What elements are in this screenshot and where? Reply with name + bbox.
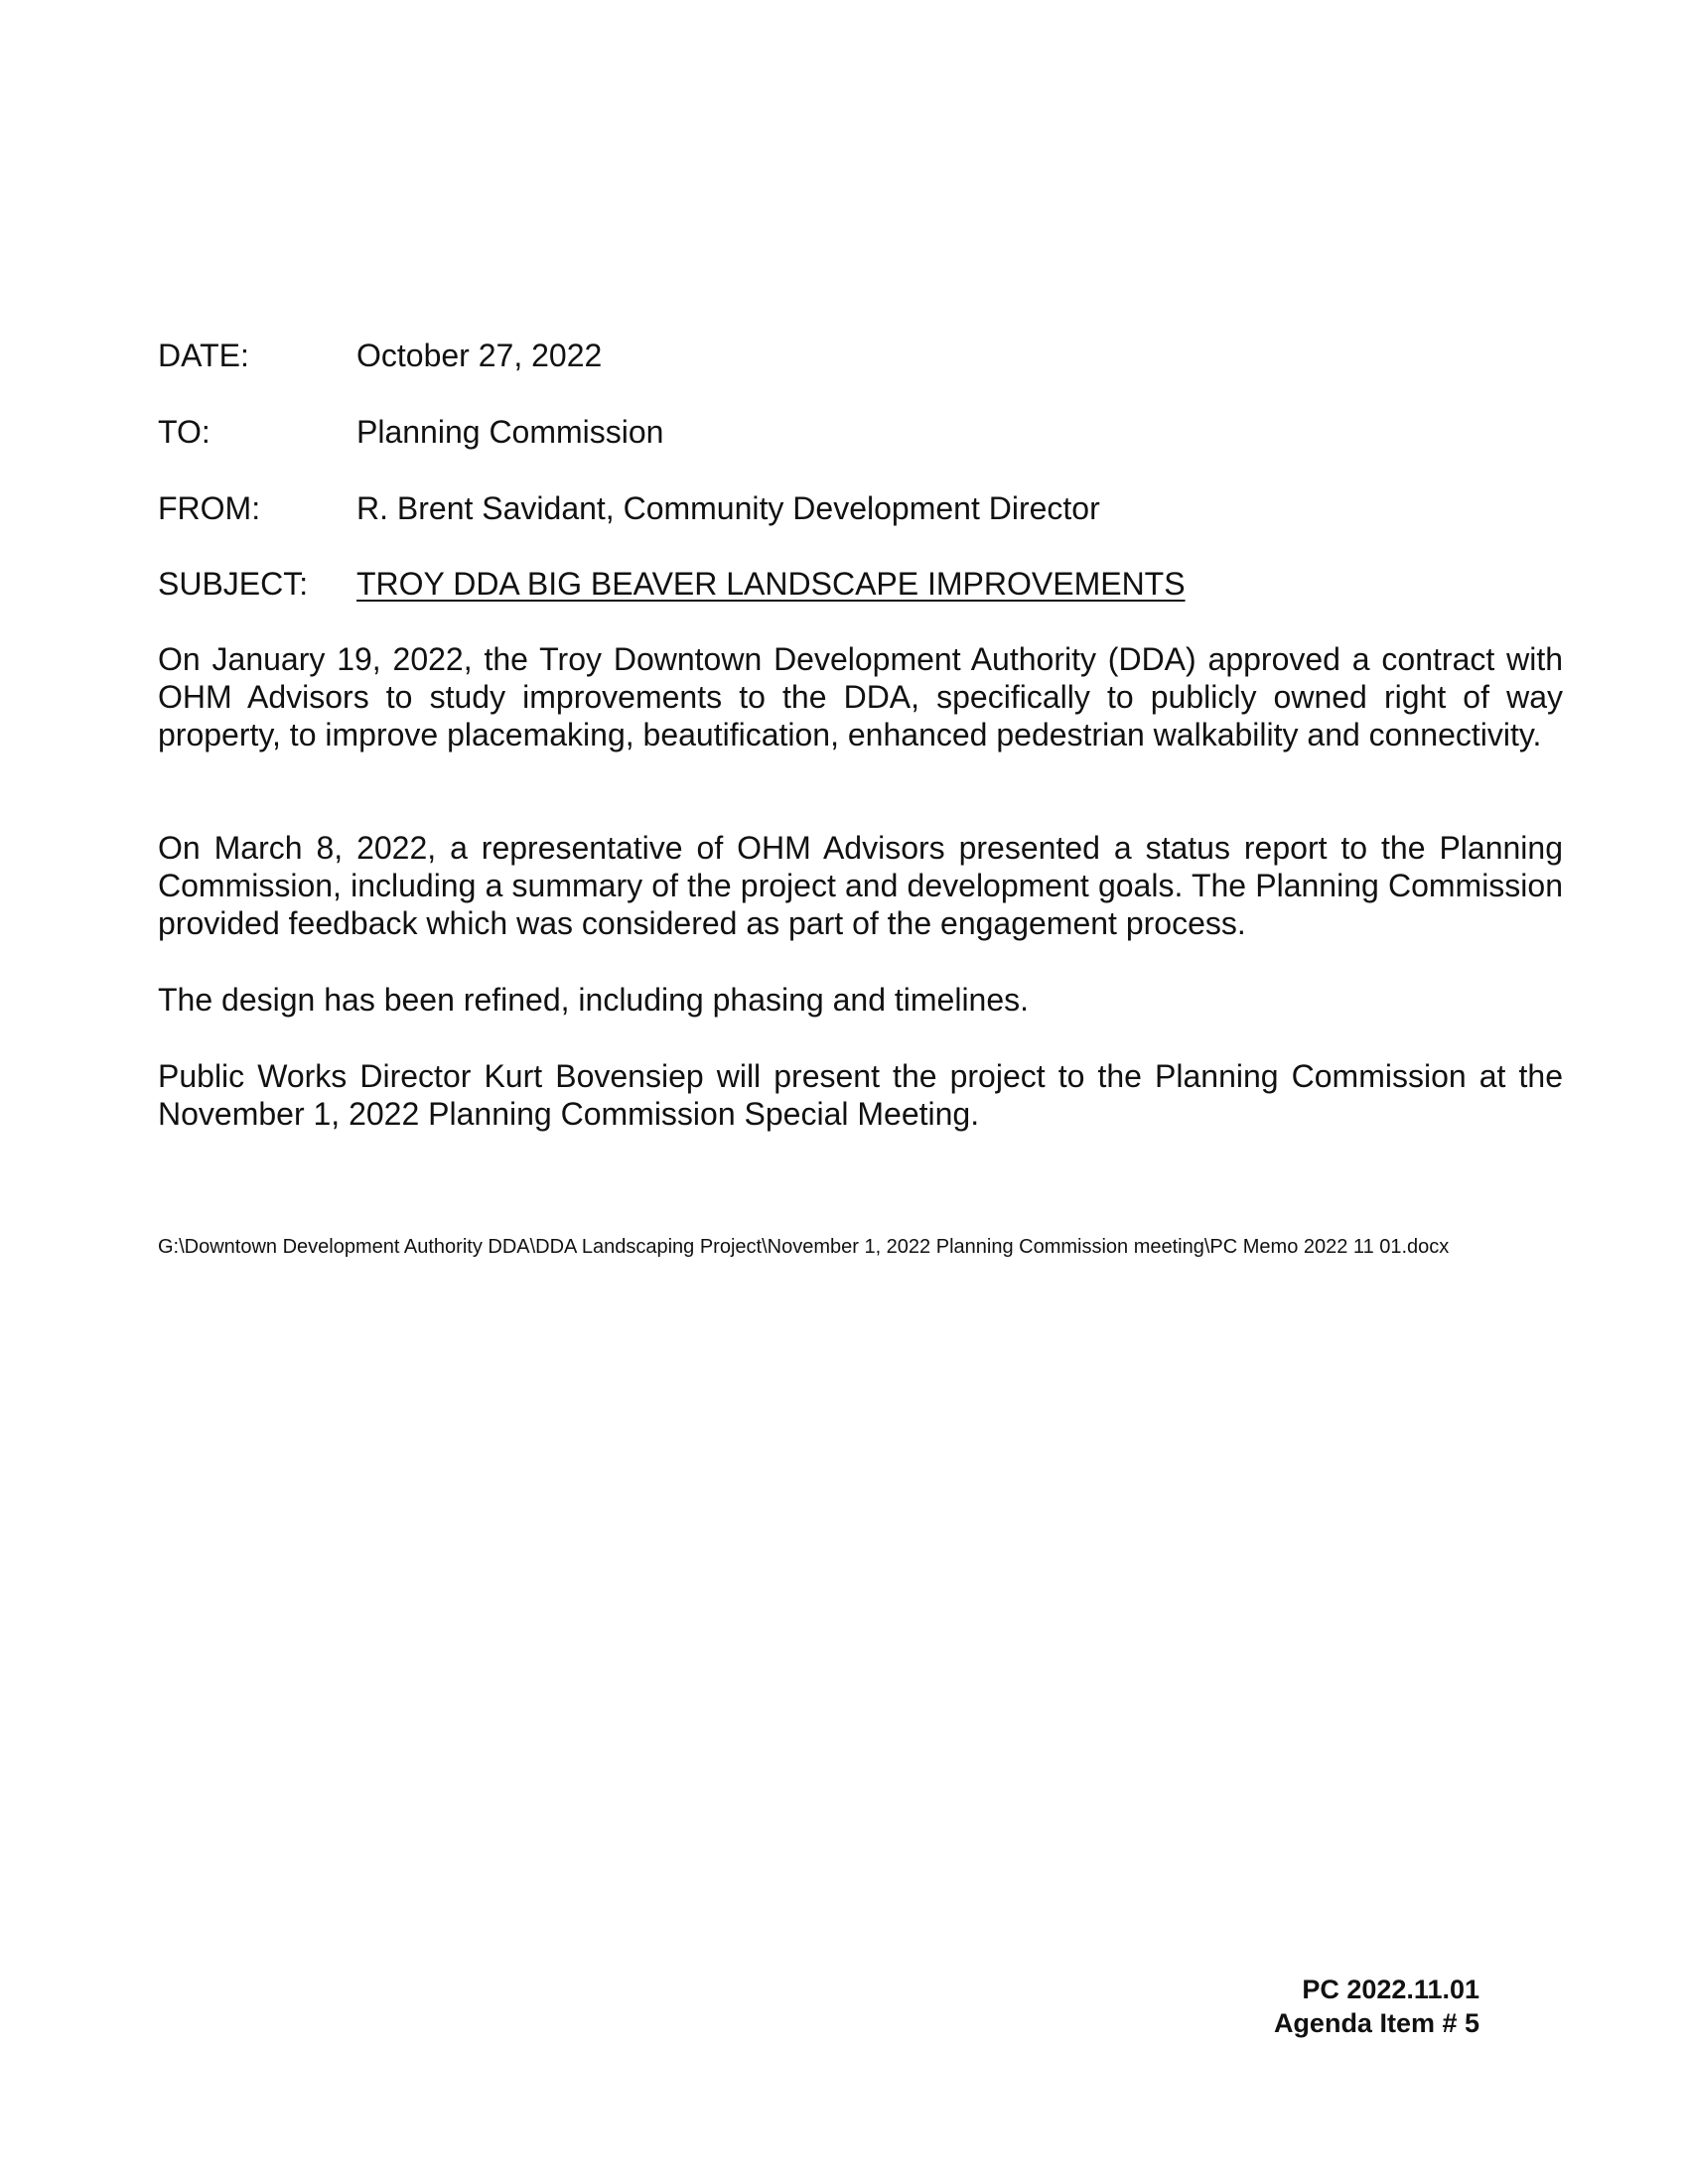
agenda-code: PC 2022.11.01 bbox=[1302, 1975, 1479, 2004]
from-value: R. Brent Savidant, Community Development Director bbox=[356, 490, 1100, 526]
body-paragraph-2: On March 8, 2022, a representative of OHM Advisors presented a status report to the Planning Commission, including a summary of the project and development goals. The Planning Commission provided feedback which was considered as part of the engagement process. bbox=[158, 830, 1563, 941]
subject-label: SUBJECT: bbox=[158, 566, 309, 602]
body-paragraph-1: On January 19, 2022, the Troy Downtown Development Authority (DDA) approved a contract with OHM Advisors to study improvements to the DDA, specifically to publicly owned right of way property, to improve placemaking, beautification, enhanced pedestrian walkability and connectivity. bbox=[158, 641, 1563, 752]
to-value: Planning Commission bbox=[356, 414, 664, 450]
date-label: DATE: bbox=[158, 338, 249, 373]
agenda-reference bbox=[1192, 1973, 1479, 2040]
from-label: FROM: bbox=[158, 490, 261, 526]
body-paragraph-3: The design has been refined, including phasing and timelines. bbox=[158, 982, 1030, 1018]
date-value: October 27, 2022 bbox=[356, 338, 603, 373]
to-label: TO: bbox=[158, 414, 211, 450]
agenda-item: Agenda Item # 5 bbox=[1273, 2008, 1479, 2038]
body-paragraph-4: Public Works Director Kurt Bovensiep will present the project to the Planning Commission at the November 1, 2022 Planning Commission Special Meeting. bbox=[158, 1058, 1563, 1132]
file-path: G:\Downtown Development Authority DDA\DDA Landscaping Project\November 1, 2022 Planning Commission meeting\PC Memo 2022 11 01.docx bbox=[158, 1236, 1450, 1258]
subject-value: TROY DDA BIG BEAVER LANDSCAPE IMPROVEMENTS bbox=[356, 566, 1186, 602]
